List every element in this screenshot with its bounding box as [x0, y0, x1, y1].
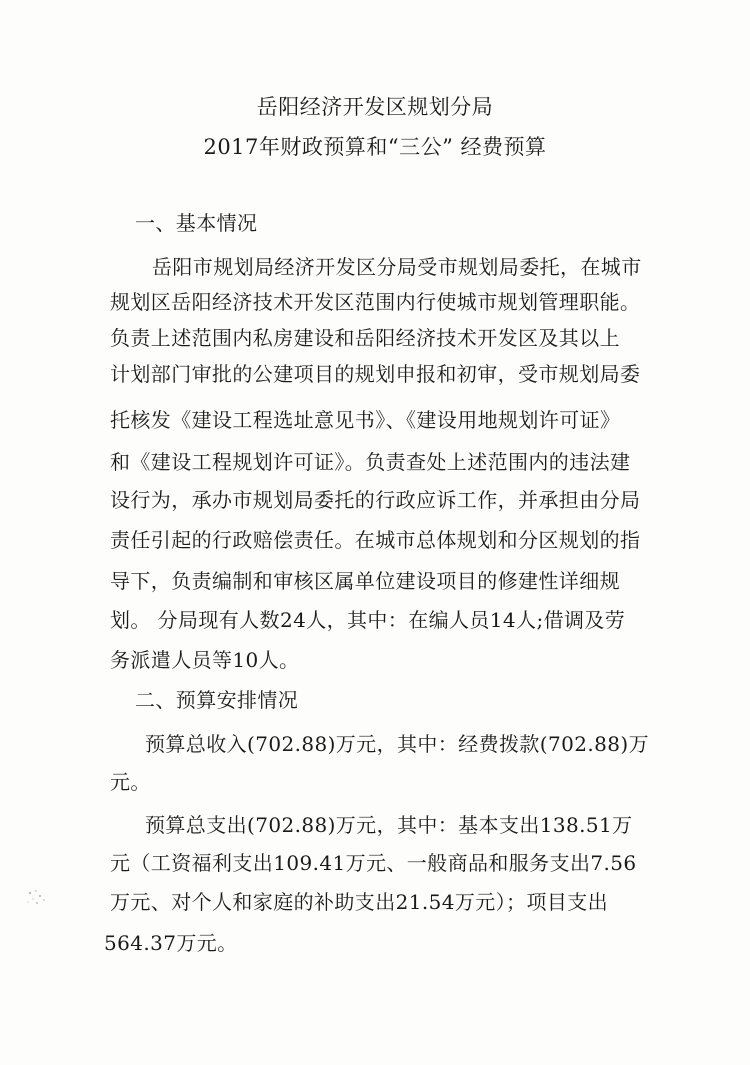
paragraph-line: 元（工资福利支出109.41万元、一般商品和服务支出7.56: [110, 851, 637, 875]
paragraph-line: 岳阳市规划局经济开发区分局受市规划局委托，在城市: [152, 255, 642, 279]
document-title-line-1: 岳阳经济开发区规划分局: [256, 95, 494, 119]
paragraph-line: 导下，负责编制和审核区属单位建设项目的修建性详细规: [110, 569, 620, 593]
paragraph-line: 务派遣人员等10人。: [110, 648, 300, 672]
paragraph-line: 计划部门审批的公建项目的规划申报和初审，受市规划局委: [110, 362, 641, 386]
paragraph-line: 预算总支出(702.88)万元，其中：基本支出138.51万: [145, 813, 633, 837]
paragraph-line: 和《建设工程规划许可证》。负责查处上述范围内的违法建: [110, 450, 631, 474]
paragraph-line: 托核发《建设工程选址意见书》、《建设用地规划许可证》: [110, 408, 621, 432]
section-heading-budget: 二、预算安排情况: [135, 688, 299, 712]
paragraph-line: 万元、对个人和家庭的补助支出21.54万元）；项目支出: [110, 890, 609, 914]
paragraph-line: 划。 分局现有人数24人，其中：在编人员14人;借调及劳: [110, 608, 626, 632]
paragraph-line: 负责上述范围内私房建设和岳阳经济技术开发区及其以上: [110, 326, 620, 350]
paragraph-line: 规划区岳阳经济技术开发区范围内行使城市规划管理职能。: [110, 290, 641, 314]
paragraph-line: 预算总收入(702.88)万元，其中：经费拨款(702.88)万: [145, 732, 649, 756]
paragraph-line: 564.37万元。: [104, 931, 238, 955]
paragraph-line: 元。: [110, 770, 151, 794]
scan-smudge: [22, 883, 52, 911]
document-title-line-2: 2017年财政预算和“三公” 经费预算: [203, 135, 547, 159]
paragraph-line: 设行为，承办市规划局委托的行政应诉工作，并承担由分局: [110, 488, 641, 512]
section-heading-basic-info: 一、基本情况: [135, 211, 258, 235]
paragraph-line: 责任引起的行政赔偿责任。在城市总体规划和分区规划的指: [110, 528, 641, 552]
